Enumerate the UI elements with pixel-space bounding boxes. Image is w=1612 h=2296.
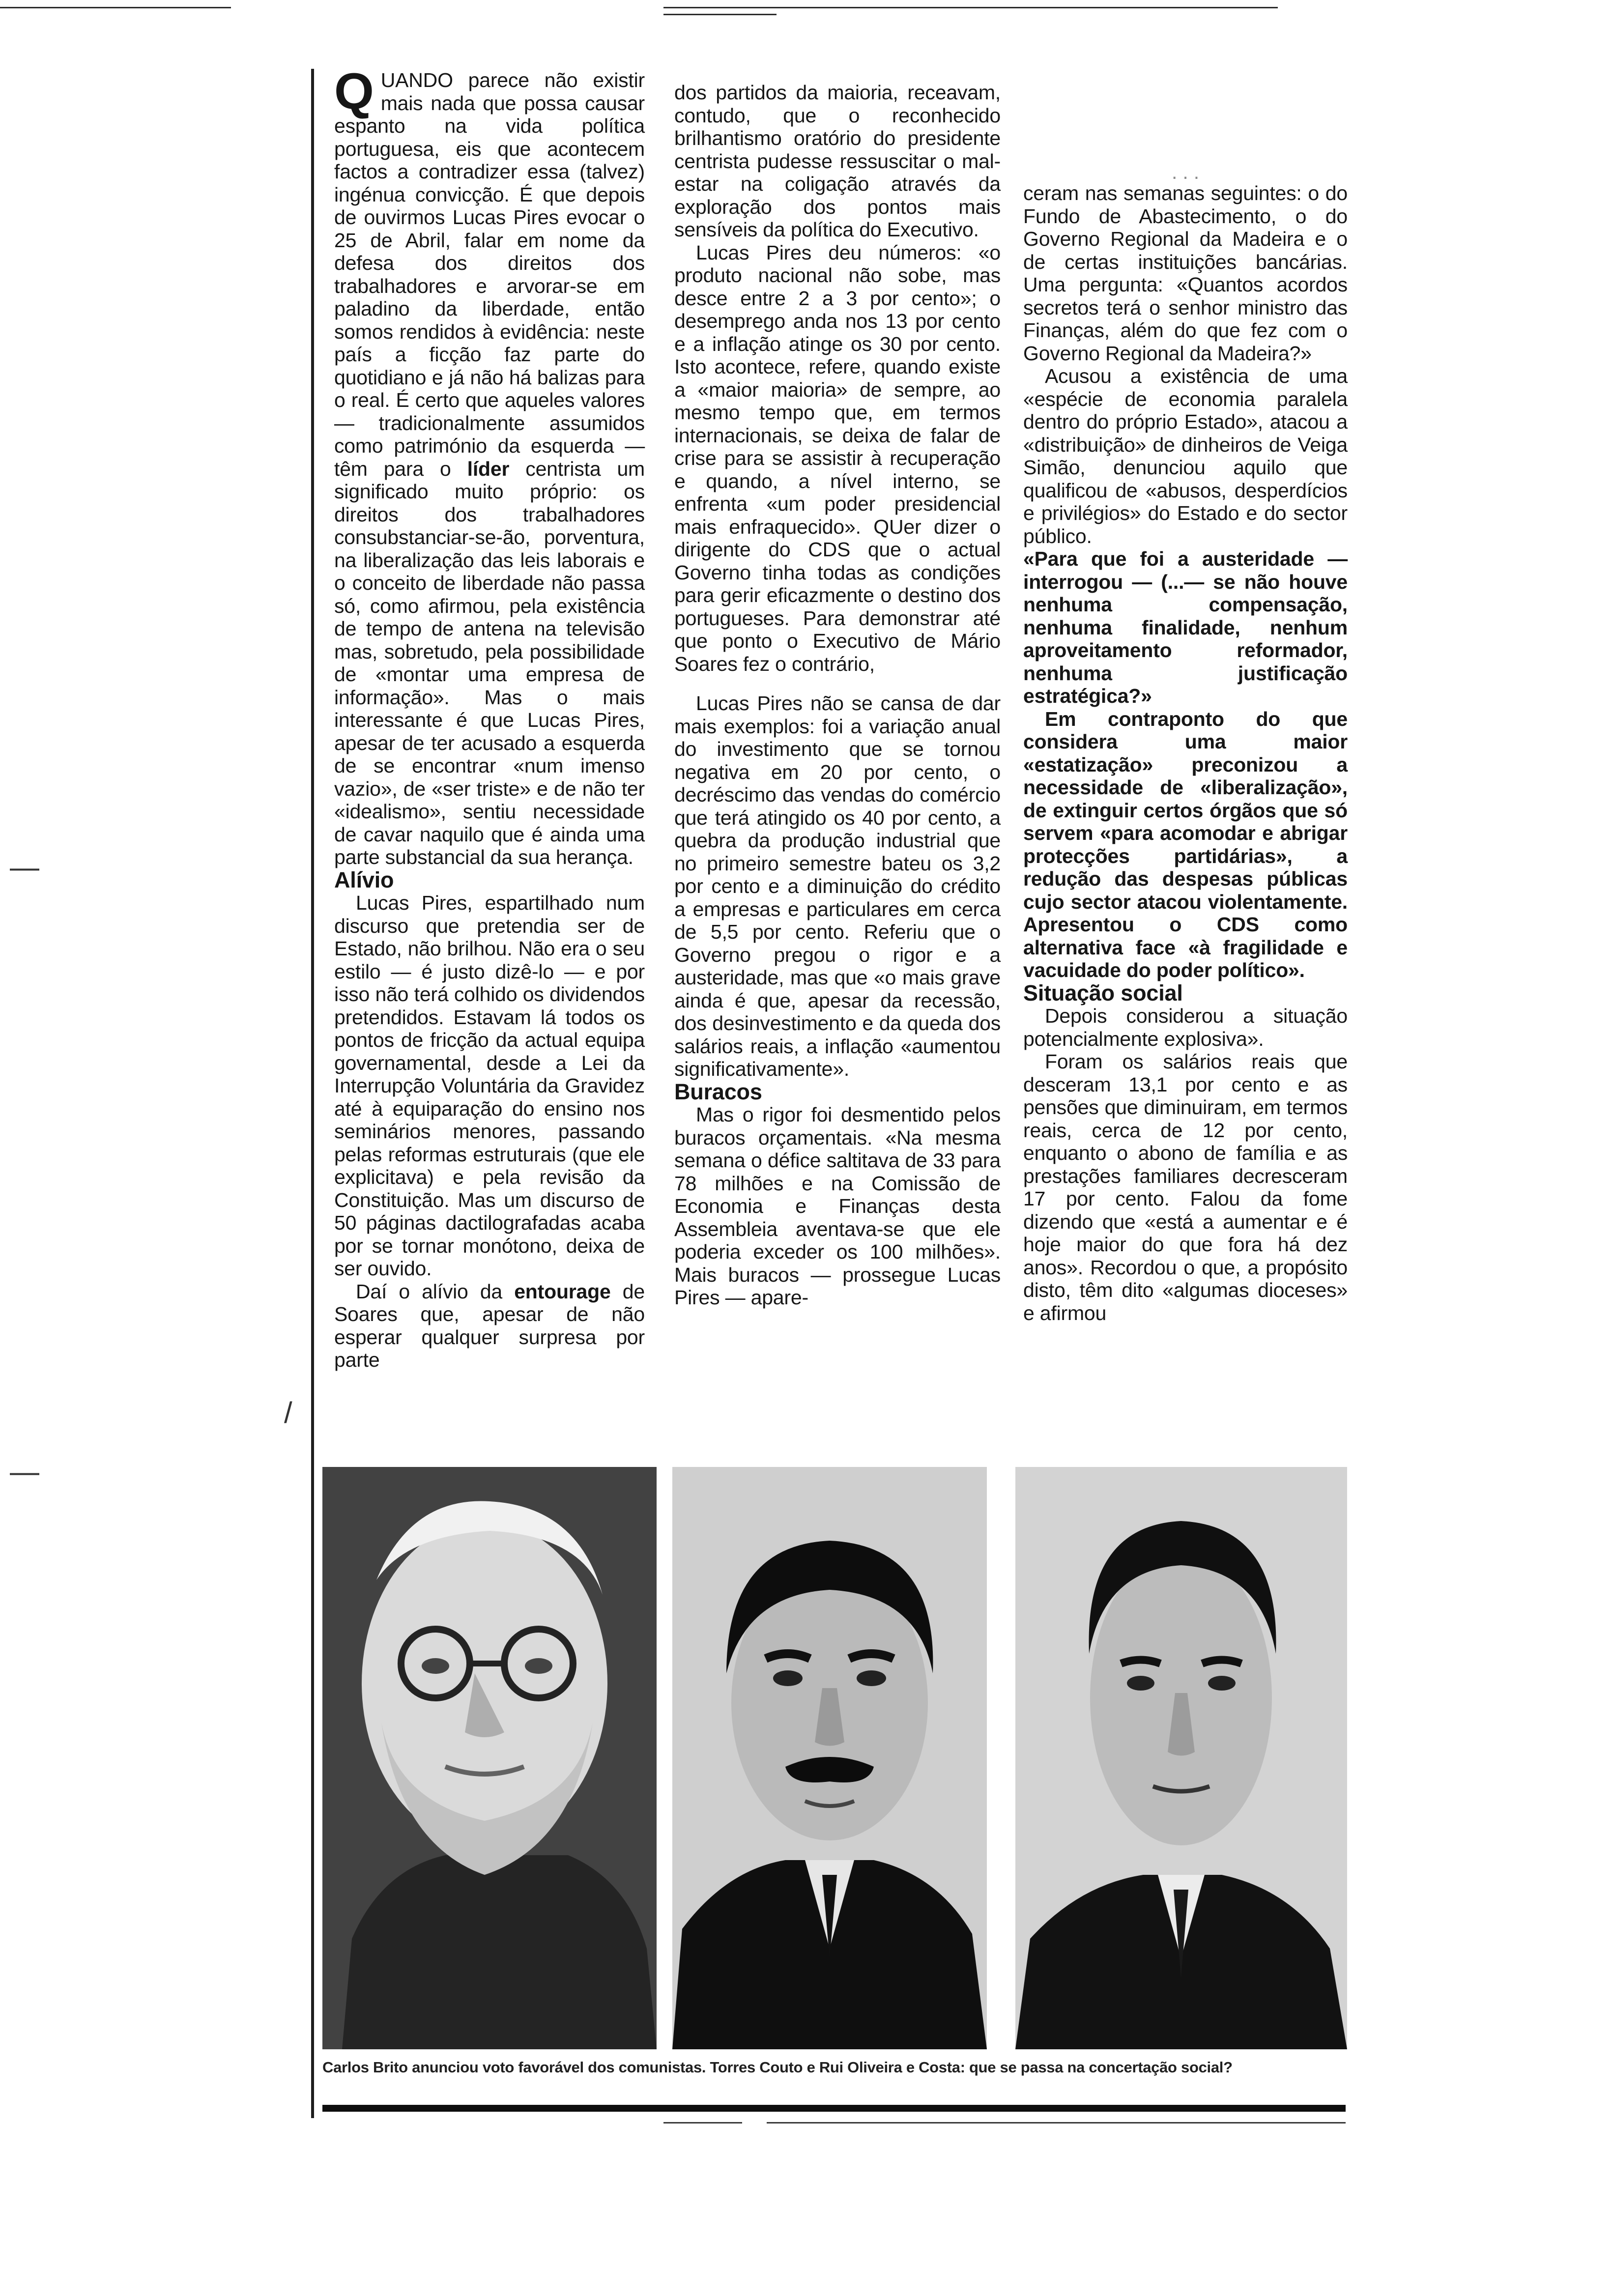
social-paragraph-2: Foram os salários reais que desceram 13,1 por cento e as pensões que diminuiram, em termos reais, cerca de 12 por cento, enquanto o abono de família e as prestações familiares decresceram 17 por cento. Falou da fome dizendo que «está a aumentar e é hoje maior do que fora há dez anos». Recordou o que, a propósito disto, têm dito «algumas dioceses» e afirmou bbox=[1023, 1050, 1348, 1324]
intro-text: UANDO parece não existir mais nada que possa causar espanto na vida política portuguesa, eis que acontecem factos a contradizer essa (talvez) ingénua convicção. É que depois de ouvirmos Lucas Pires evocar o 25 de Abril, falar em nome da defesa dos direitos dos trabalhadores e arvorar-se em paladino da liberdade, então somos rendidos à evidência: neste país a ficção faz parte do quotidiano e já não há balizas para o real. É certo que aqueles valores — tradicionalmente assumidos como património da esquerda — têm para o bbox=[334, 69, 645, 480]
portrait-3-image bbox=[1015, 1467, 1347, 2049]
margin-mark-1: — bbox=[10, 851, 39, 884]
drop-cap: Q bbox=[334, 63, 374, 120]
buracos-paragraph-1: Mas o rigor foi desmentido pelos buracos orçamentais. «Na mesma semana o défice saltitava de 33 para 78 milhões e na Comissão de Economia e Finanças desta Assembleia aventava-se que ele poderia exceder os 100 milhões». Mais buracos — prossegue Lucas Pires — apare- bbox=[674, 1103, 1001, 1309]
col2-paragraph-1: dos partidos da maioria, receavam, contudo, que o reconhecido brilhantismo oratório do presidente centrista pudesse ressuscitar o mal-estar na coligação através da exploração dos pontos mais sensíveis da política do Executivo. bbox=[674, 81, 1001, 241]
alivio-paragraph-2 bbox=[334, 1280, 645, 1372]
margin-mark-3: — bbox=[10, 1455, 39, 1488]
intro-bold: líder bbox=[467, 457, 510, 480]
photo-row bbox=[322, 1467, 1347, 2049]
col3-paragraph-2: Acusou a existência de uma «espécie de economia paralela dentro do próprio Estado», atacou a «distribuição» de dinheiros de Veiga Simão, denunciou aquilo que qualificou de «abusos, desperdícios e privilégios» do Estado e do sector público. bbox=[1023, 365, 1348, 547]
photo-carlos-brito bbox=[322, 1467, 657, 2049]
col3-paragraph-3: «Para que foi a austeridade — interrogou — (...— se não houve nenhuma compensação, nenhuma finalidade, nenhum aproveitamento reformador, nenhuma justificação estratégica?» bbox=[1023, 547, 1348, 707]
footer-thin-rule bbox=[767, 2122, 1346, 2124]
col2-paragraph-3: Lucas Pires não se cansa de dar mais exemplos: foi a variação anual do investimento que se tornou negativa em 20 por cento, o decréscimo das vendas do comércio que terá atingido os 40 por cento, a quebra da produção industrial que no primeiro semestre bateu os 3,2 por cento e a diminuição do crédito a empresas e particulares em cerca de 5,5 por cento. Referiu que o Governo pregou o rigor e a austeridade, mas que «o mais grave ainda é que, apesar da recessão, dos desinvestimento e da queda dos salários reais, a inflação «aumentou significativamente». bbox=[674, 692, 1001, 1080]
portrait-2-image bbox=[672, 1467, 987, 2049]
photo-rui-oliveira-e-costa bbox=[1015, 1467, 1347, 2049]
col3-dots: . . . bbox=[1172, 161, 1199, 183]
margin-mark-2: / bbox=[284, 1396, 292, 1429]
top-edge-line-short bbox=[663, 14, 777, 15]
photo-caption: Carlos Brito anunciou voto favorável dos comunistas. Torres Couto e Rui Oliveira e Costa: que se passa na concertação social? bbox=[322, 2059, 1233, 2076]
subhead-buracos: Buracos bbox=[674, 1079, 762, 1104]
col2-paragraph-2: Lucas Pires deu números: «o produto nacional não sobe, mas desce entre 2 a 3 por cento»; o desemprego anda nos 13 por cento e a inflação atinge os 30 por cento. Isto acontece, refere, quando existe a «maior maioria» de sempre, ao mesmo tempo que, em termos internacionais, se deixa de falar de crise para se assistir à recuperação e quando, a nível interno, se enfrenta «um poder presidencial mais enfraquecido». QUer dizer o dirigente do CDS que o actual Governo tinha todas as condições para gerir eficazmente o destino dos portugueses. Para demonstrar até que ponto o Executivo de Mário Soares fez o contrário, bbox=[674, 241, 1001, 675]
left-column-rule bbox=[311, 69, 314, 2118]
footer-thick-rule bbox=[322, 2105, 1346, 2112]
photo-torres-couto bbox=[672, 1467, 987, 2049]
subhead-situacao-social: Situação social bbox=[1023, 980, 1183, 1005]
alivio-p2-end: de Soares que, apesar de não esperar qualquer surpresa por parte bbox=[334, 1280, 645, 1371]
article-column-2 bbox=[674, 81, 1001, 1309]
article-column-1 bbox=[334, 63, 645, 1372]
intro-paragraph bbox=[334, 63, 645, 869]
alivio-p2-bold: entourage bbox=[514, 1280, 611, 1303]
article-column-3 bbox=[1023, 162, 1348, 1324]
portrait-1-image bbox=[322, 1467, 657, 2049]
col3-paragraph-1: ceram nas semanas seguintes: o do Fundo de Abastecimento, o do Governo Regional da Madeira e o de certas instituições bancárias. Uma pergunta: «Quantos acordos secretos terá o senhor ministro das Finanças, além do que fez com o Governo Regional da Madeira?» bbox=[1023, 182, 1348, 365]
intro-text-2: centrista um significado muito próprio: os direitos dos trabalhadores consubstanciar-se-ão, porventura, na liberalização das leis laborais e o conceito de liberdade não passa só, como afirmou, pela existência de tempo de antena na televisão mas, sobretudo, pela possibilidade de «montar uma empresa de informação». Mas o mais interessante é que Lucas Pires, apesar de ter acusado a esquerda de se encontrar «num imenso vazio», de «ser triste» e de não ter «idealismo», sentiu necessidade de cavar naquilo que é ainda uma parte substancial da sua herança. bbox=[334, 457, 645, 868]
top-edge-line-right bbox=[663, 7, 1278, 8]
col3-paragraph-4: Em contraponto do que considera uma maior «estatização» preconizou a necessidade de «liberalização», de extinguir certos órgãos que só servem «para acomodar e abrigar protecções partidárias», a redução das despesas públicas cujo sector atacou violentamente. Apresentou o CDS como alternativa face «à fragilidade e vacuidade do poder político». bbox=[1023, 707, 1348, 981]
social-paragraph-1: Depois considerou a situação potencialmente explosiva». bbox=[1023, 1004, 1348, 1050]
alivio-p2-start: Daí o alívio da bbox=[356, 1280, 515, 1303]
alivio-paragraph-1: Lucas Pires, espartilhado num discurso que pretendia ser de Estado, não brilhou. Não era o seu estilo — é justo dizê-lo — e por isso não terá colhido os dividendos pretendidos. Estavam lá todos os pontos de fricção da actual equipa governamental, desde a Lei da Interrupção Voluntária da Gravidez até à equiparação do ensino nos seminários menores, passando pelas reformas estruturais (que ele explicitava) e pela revisão da Constituição. Mas um discurso de 50 páginas dactilografadas acaba por se tornar monótono, deixa de ser ouvido. bbox=[334, 891, 645, 1280]
subhead-alivio: Alívio bbox=[334, 867, 394, 892]
footer-thin-rule-short bbox=[663, 2122, 742, 2124]
top-edge-line-left bbox=[0, 7, 231, 8]
